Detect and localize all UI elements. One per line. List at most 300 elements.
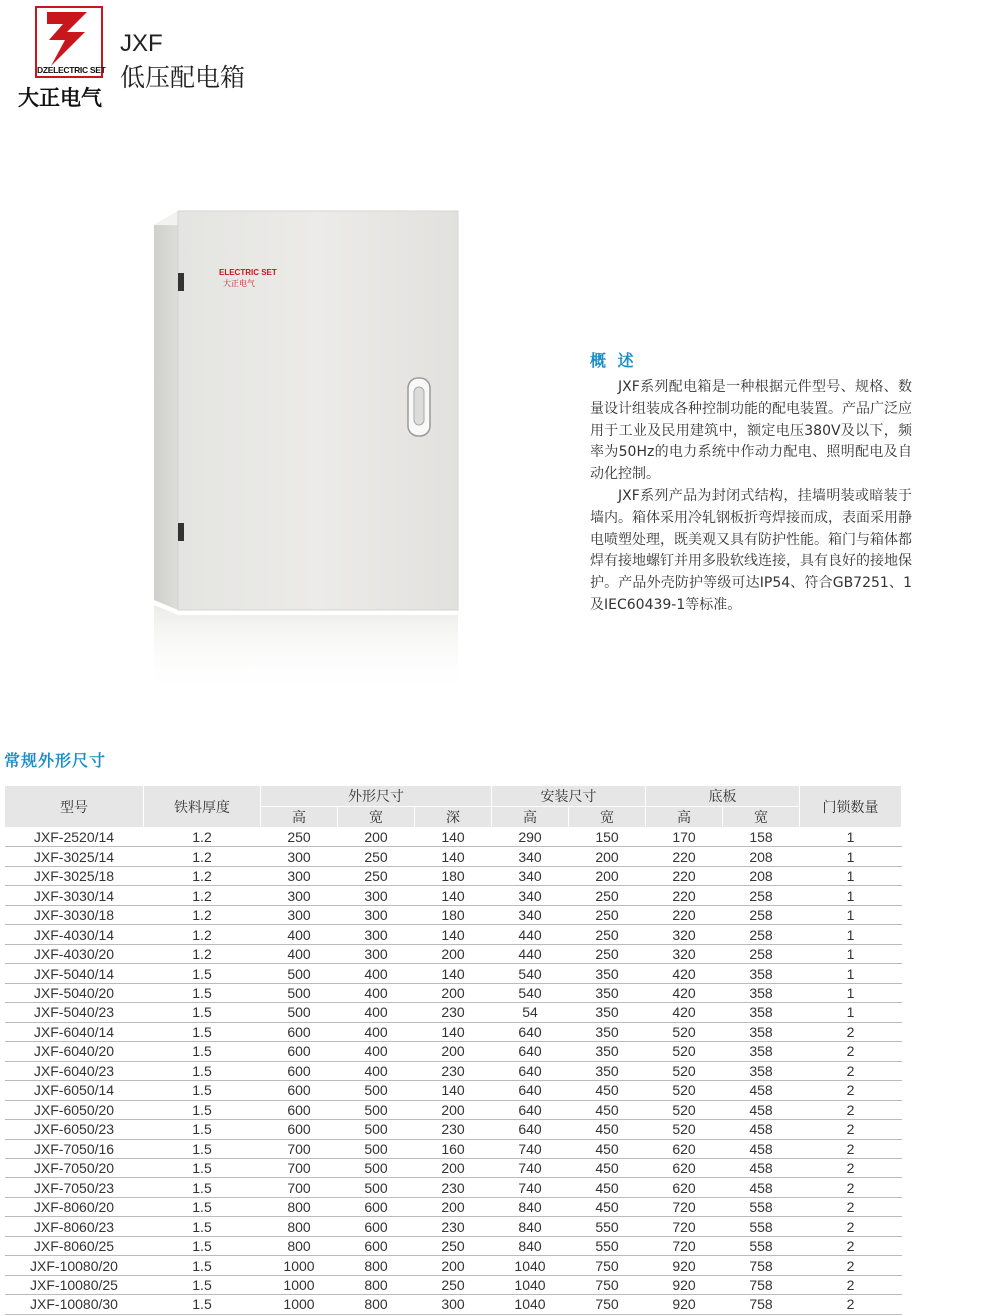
cell-mount-height: 640: [492, 1100, 569, 1119]
cell-lock-count: 2: [800, 1158, 902, 1177]
cell-thickness: 1.5: [144, 1197, 261, 1216]
cell-lock-count: 2: [800, 1022, 902, 1041]
cell-mount-height: 640: [492, 1022, 569, 1041]
cell-outer-depth: 200: [415, 1158, 492, 1177]
cell-lock-count: 1: [800, 964, 902, 983]
cell-outer-depth: 200: [415, 1100, 492, 1119]
cell-thickness: 1.2: [144, 886, 261, 905]
cell-mount-height: 640: [492, 1120, 569, 1139]
cell-model: JXF-6050/23: [5, 1120, 144, 1139]
cell-outer-width: 400: [338, 1042, 415, 1061]
cell-outer-height: 500: [261, 1003, 338, 1022]
cell-outer-width: 600: [338, 1217, 415, 1236]
cell-outer-width: 400: [338, 1022, 415, 1041]
header-model: 型号: [5, 786, 144, 828]
cell-outer-depth: 230: [415, 1217, 492, 1236]
cell-base-width: 558: [723, 1217, 800, 1236]
cell-lock-count: 2: [800, 1139, 902, 1158]
cell-model: JXF-7050/16: [5, 1139, 144, 1158]
cell-mount-height: 540: [492, 964, 569, 983]
cell-mount-width: 750: [569, 1256, 646, 1275]
cell-base-width: 158: [723, 828, 800, 847]
cell-lock-count: 1: [800, 847, 902, 866]
overview-paragraph: JXF系列产品为封闭式结构，挂墙明装或暗装于墙内。箱体采用冷轧钢板折弯焊接而成，表面采用静电喷塑处理，既美观又具有防护性能。箱门与箱体都焊有接地螺钉并用多股软线连接，具有良好的接地保护。产品外壳防护等级可达IP54、符合GB7251、1及IEC60439-1等标准。: [590, 487, 912, 613]
table-row: [5, 905, 902, 924]
cell-outer-height: 800: [261, 1217, 338, 1236]
cell-base-height: 420: [646, 1003, 723, 1022]
cell-outer-width: 600: [338, 1197, 415, 1216]
cell-mount-height: 1040: [492, 1256, 569, 1275]
table-row: [5, 1236, 902, 1255]
cell-model: JXF-5040/14: [5, 964, 144, 983]
cell-outer-depth: 180: [415, 866, 492, 885]
cell-outer-width: 200: [338, 828, 415, 847]
table-row: [5, 944, 902, 963]
cell-model: JXF-10080/25: [5, 1275, 144, 1294]
cell-outer-width: 500: [338, 1158, 415, 1177]
table-row: [5, 1295, 902, 1314]
cell-mount-height: 740: [492, 1178, 569, 1197]
cell-base-width: 458: [723, 1139, 800, 1158]
cell-mount-height: 640: [492, 1081, 569, 1100]
cell-outer-height: 600: [261, 1022, 338, 1041]
cell-outer-width: 800: [338, 1256, 415, 1275]
header-mount-size: 安装尺寸: [492, 786, 646, 807]
cell-base-width: 258: [723, 905, 800, 924]
cell-base-height: 320: [646, 944, 723, 963]
dimensions-heading: 常规外形尺寸: [4, 751, 107, 770]
cell-thickness: 1.5: [144, 1256, 261, 1275]
header-outer-depth: 深: [415, 807, 492, 828]
cell-outer-depth: 140: [415, 964, 492, 983]
cell-lock-count: 1: [800, 866, 902, 885]
brand-logo: [35, 6, 106, 78]
cell-outer-depth: 200: [415, 1256, 492, 1275]
cell-mount-width: 450: [569, 1178, 646, 1197]
header-mount-height: 高: [492, 807, 569, 828]
table-row: [5, 983, 902, 1002]
cell-outer-depth: 140: [415, 847, 492, 866]
header-outer-height: 高: [261, 807, 338, 828]
cell-outer-depth: 230: [415, 1178, 492, 1197]
cell-base-height: 170: [646, 828, 723, 847]
product-label-en: ELECTRIC SET: [219, 268, 277, 277]
overview-heading: 概 述: [590, 351, 637, 370]
cell-mount-width: 350: [569, 964, 646, 983]
cell-mount-height: 1040: [492, 1275, 569, 1294]
cell-base-height: 320: [646, 925, 723, 944]
cell-outer-width: 800: [338, 1295, 415, 1314]
cell-model: JXF-8060/25: [5, 1236, 144, 1255]
cell-outer-depth: 230: [415, 1061, 492, 1080]
table-row: [5, 1100, 902, 1119]
cell-base-height: 420: [646, 983, 723, 1002]
cell-base-height: 620: [646, 1178, 723, 1197]
cell-outer-depth: 200: [415, 944, 492, 963]
cell-outer-width: 400: [338, 983, 415, 1002]
cell-lock-count: 1: [800, 925, 902, 944]
cell-base-width: 558: [723, 1236, 800, 1255]
table-row: [5, 847, 902, 866]
cell-lock-count: 1: [800, 944, 902, 963]
cell-mount-height: 440: [492, 944, 569, 963]
cell-base-width: 358: [723, 1042, 800, 1061]
cell-mount-height: 340: [492, 905, 569, 924]
cell-model: JXF-6040/20: [5, 1042, 144, 1061]
dimensions-table: [4, 785, 902, 1315]
cell-base-height: 420: [646, 964, 723, 983]
cell-mount-width: 250: [569, 886, 646, 905]
logo-brand-cn: 大正电气: [18, 86, 102, 110]
cell-mount-height: 740: [492, 1158, 569, 1177]
cell-lock-count: 2: [800, 1061, 902, 1080]
cell-lock-count: 2: [800, 1178, 902, 1197]
cell-mount-width: 450: [569, 1139, 646, 1158]
cell-outer-depth: 230: [415, 1120, 492, 1139]
cell-base-height: 720: [646, 1197, 723, 1216]
cell-outer-depth: 140: [415, 1022, 492, 1041]
cell-base-width: 458: [723, 1158, 800, 1177]
cell-thickness: 1.5: [144, 1100, 261, 1119]
cell-outer-width: 400: [338, 1061, 415, 1080]
cell-model: JXF-5040/20: [5, 983, 144, 1002]
cell-outer-height: 700: [261, 1158, 338, 1177]
cell-thickness: 1.5: [144, 1081, 261, 1100]
cell-lock-count: 2: [800, 1217, 902, 1236]
table-row: [5, 1197, 902, 1216]
cell-thickness: 1.5: [144, 1217, 261, 1236]
cell-lock-count: 2: [800, 1120, 902, 1139]
cell-model: JXF-3025/18: [5, 866, 144, 885]
cell-lock-count: 2: [800, 1256, 902, 1275]
cell-thickness: 1.5: [144, 1003, 261, 1022]
cell-outer-width: 300: [338, 925, 415, 944]
table-row: [5, 1003, 902, 1022]
cell-outer-height: 300: [261, 905, 338, 924]
cell-mount-width: 350: [569, 983, 646, 1002]
cell-thickness: 1.2: [144, 925, 261, 944]
cell-outer-depth: 250: [415, 1275, 492, 1294]
header-outer-width: 宽: [338, 807, 415, 828]
cell-base-width: 758: [723, 1256, 800, 1275]
cell-mount-width: 450: [569, 1100, 646, 1119]
cell-outer-depth: 140: [415, 828, 492, 847]
product-name-title: 低压配电箱: [120, 63, 246, 92]
table-row: [5, 1178, 902, 1197]
cell-outer-height: 800: [261, 1197, 338, 1216]
cell-outer-depth: 200: [415, 1197, 492, 1216]
cell-model: JXF-10080/30: [5, 1295, 144, 1314]
cell-thickness: 1.5: [144, 983, 261, 1002]
cell-base-width: 358: [723, 1022, 800, 1041]
cell-thickness: 1.5: [144, 1236, 261, 1255]
cell-outer-depth: 200: [415, 983, 492, 1002]
cell-outer-height: 600: [261, 1100, 338, 1119]
cell-outer-height: 400: [261, 925, 338, 944]
overview-paragraph: JXF系列配电箱是一种根据元件型号、规格、数量设计组装成各种控制功能的配电装置。产品广泛应用于工业及民用建筑中，额定电压380V及以下，频率为50Hz的电力系统中作动力配电、照明配电及自动化控制。: [590, 379, 912, 483]
header-base-plate: 底板: [646, 786, 800, 807]
cell-outer-width: 500: [338, 1139, 415, 1158]
table-row: [5, 828, 902, 847]
cell-base-height: 620: [646, 1139, 723, 1158]
cell-base-height: 520: [646, 1022, 723, 1041]
cell-mount-height: 640: [492, 1061, 569, 1080]
cell-base-height: 620: [646, 1158, 723, 1177]
cell-base-height: 720: [646, 1217, 723, 1236]
cell-mount-height: 290: [492, 828, 569, 847]
cell-outer-height: 500: [261, 964, 338, 983]
table-row: [5, 1217, 902, 1236]
cell-thickness: 1.5: [144, 1139, 261, 1158]
cell-mount-height: 840: [492, 1236, 569, 1255]
cell-mount-width: 450: [569, 1197, 646, 1216]
cell-thickness: 1.2: [144, 828, 261, 847]
table-row: [5, 1275, 902, 1294]
cell-outer-width: 250: [338, 847, 415, 866]
cell-base-width: 458: [723, 1178, 800, 1197]
product-image: [140, 195, 500, 695]
cell-outer-height: 600: [261, 1042, 338, 1061]
cell-outer-width: 500: [338, 1081, 415, 1100]
cell-outer-depth: 140: [415, 1081, 492, 1100]
table-row: [5, 964, 902, 983]
cell-model: JXF-3030/14: [5, 886, 144, 905]
table-row: [5, 1256, 902, 1275]
cell-model: JXF-6050/20: [5, 1100, 144, 1119]
cell-base-height: 520: [646, 1081, 723, 1100]
cell-mount-width: 350: [569, 1003, 646, 1022]
cell-mount-height: 1040: [492, 1295, 569, 1314]
cell-outer-depth: 300: [415, 1295, 492, 1314]
overview-text: [590, 377, 912, 617]
cell-outer-width: 600: [338, 1236, 415, 1255]
cell-outer-height: 700: [261, 1139, 338, 1158]
cell-base-width: 358: [723, 1061, 800, 1080]
cell-lock-count: 2: [800, 1295, 902, 1314]
cell-base-width: 358: [723, 964, 800, 983]
table-row: [5, 1022, 902, 1041]
cell-mount-width: 550: [569, 1236, 646, 1255]
cell-model: JXF-7050/23: [5, 1178, 144, 1197]
cell-lock-count: 1: [800, 828, 902, 847]
cell-thickness: 1.2: [144, 944, 261, 963]
cell-base-height: 220: [646, 866, 723, 885]
cell-base-height: 920: [646, 1256, 723, 1275]
cell-outer-height: 300: [261, 886, 338, 905]
cell-mount-height: 540: [492, 983, 569, 1002]
header-mount-width: 宽: [569, 807, 646, 828]
cell-thickness: 1.2: [144, 905, 261, 924]
cell-base-height: 220: [646, 847, 723, 866]
cell-lock-count: 1: [800, 886, 902, 905]
cell-model: JXF-6040/23: [5, 1061, 144, 1080]
cell-model: JXF-3030/18: [5, 905, 144, 924]
cell-outer-depth: 180: [415, 905, 492, 924]
cell-outer-depth: 230: [415, 1003, 492, 1022]
table-row: [5, 1139, 902, 1158]
cell-outer-height: 500: [261, 983, 338, 1002]
cell-mount-height: 840: [492, 1217, 569, 1236]
cell-lock-count: 1: [800, 983, 902, 1002]
cell-mount-height: 740: [492, 1139, 569, 1158]
cell-base-width: 258: [723, 944, 800, 963]
cell-thickness: 1.5: [144, 1158, 261, 1177]
cell-thickness: 1.2: [144, 866, 261, 885]
cell-thickness: 1.5: [144, 1061, 261, 1080]
cell-mount-height: 340: [492, 847, 569, 866]
cell-outer-depth: 200: [415, 1042, 492, 1061]
cell-mount-width: 250: [569, 905, 646, 924]
cell-outer-height: 600: [261, 1081, 338, 1100]
cell-outer-height: 1000: [261, 1256, 338, 1275]
cell-mount-height: 640: [492, 1042, 569, 1061]
cell-outer-height: 300: [261, 866, 338, 885]
cell-thickness: 1.5: [144, 1120, 261, 1139]
cell-base-width: 458: [723, 1120, 800, 1139]
cell-thickness: 1.5: [144, 1022, 261, 1041]
cell-mount-width: 250: [569, 925, 646, 944]
cell-outer-height: 600: [261, 1061, 338, 1080]
cell-outer-depth: 160: [415, 1139, 492, 1158]
header-lock-count: 门锁数量: [800, 786, 902, 828]
cell-mount-width: 150: [569, 828, 646, 847]
cell-mount-height: 340: [492, 866, 569, 885]
cell-lock-count: 2: [800, 1275, 902, 1294]
table-row: [5, 925, 902, 944]
cell-base-width: 358: [723, 983, 800, 1002]
cell-base-height: 220: [646, 886, 723, 905]
cell-base-width: 758: [723, 1275, 800, 1294]
cell-mount-width: 350: [569, 1022, 646, 1041]
cell-base-height: 720: [646, 1236, 723, 1255]
cell-model: JXF-10080/20: [5, 1256, 144, 1275]
cell-model: JXF-2520/14: [5, 828, 144, 847]
cell-outer-width: 400: [338, 964, 415, 983]
cell-base-width: 458: [723, 1081, 800, 1100]
cell-outer-width: 800: [338, 1275, 415, 1294]
cell-outer-width: 300: [338, 944, 415, 963]
cell-model: JXF-8060/23: [5, 1217, 144, 1236]
cell-mount-width: 550: [569, 1217, 646, 1236]
cell-thickness: 1.2: [144, 847, 261, 866]
cell-lock-count: 2: [800, 1100, 902, 1119]
header-base-height: 高: [646, 807, 723, 828]
header-thickness: 铁料厚度: [144, 786, 261, 828]
logo-brand-latin: DZELECTRIC SET: [37, 65, 106, 75]
cell-base-width: 258: [723, 925, 800, 944]
cell-mount-width: 250: [569, 944, 646, 963]
cell-model: JXF-6050/14: [5, 1081, 144, 1100]
cell-thickness: 1.5: [144, 1178, 261, 1197]
cell-model: JXF-5040/23: [5, 1003, 144, 1022]
cell-outer-height: 300: [261, 847, 338, 866]
table-row: [5, 866, 902, 885]
cell-outer-height: 800: [261, 1236, 338, 1255]
cell-mount-width: 350: [569, 1042, 646, 1061]
cell-outer-width: 500: [338, 1120, 415, 1139]
cell-model: JXF-8060/20: [5, 1197, 144, 1216]
cell-model: JXF-7050/20: [5, 1158, 144, 1177]
cell-mount-width: 750: [569, 1275, 646, 1294]
cell-outer-width: 500: [338, 1178, 415, 1197]
cell-outer-width: 400: [338, 1003, 415, 1022]
cell-outer-height: 600: [261, 1120, 338, 1139]
cell-mount-width: 450: [569, 1081, 646, 1100]
cell-lock-count: 2: [800, 1042, 902, 1061]
header-base-width: 宽: [723, 807, 800, 828]
cell-outer-depth: 250: [415, 1236, 492, 1255]
cell-mount-height: 340: [492, 886, 569, 905]
table-row: [5, 1158, 902, 1177]
cell-base-height: 920: [646, 1275, 723, 1294]
cell-base-width: 358: [723, 1003, 800, 1022]
table-row: [5, 1120, 902, 1139]
cell-outer-depth: 140: [415, 886, 492, 905]
cell-mount-height: 440: [492, 925, 569, 944]
cell-base-width: 208: [723, 866, 800, 885]
cell-base-height: 220: [646, 905, 723, 924]
cell-thickness: 1.5: [144, 1275, 261, 1294]
table-row: [5, 1061, 902, 1080]
cell-thickness: 1.5: [144, 1295, 261, 1314]
cell-model: JXF-4030/14: [5, 925, 144, 944]
cell-lock-count: 2: [800, 1081, 902, 1100]
cell-thickness: 1.5: [144, 964, 261, 983]
cell-lock-count: 2: [800, 1197, 902, 1216]
cell-model: JXF-3025/14: [5, 847, 144, 866]
cell-base-width: 258: [723, 886, 800, 905]
cell-model: JXF-4030/20: [5, 944, 144, 963]
cell-outer-depth: 140: [415, 925, 492, 944]
cell-model: JXF-6040/14: [5, 1022, 144, 1041]
table-row: [5, 886, 902, 905]
cell-outer-height: 400: [261, 944, 338, 963]
cell-base-height: 520: [646, 1042, 723, 1061]
cell-lock-count: 1: [800, 905, 902, 924]
cell-base-width: 208: [723, 847, 800, 866]
cell-lock-count: 2: [800, 1236, 902, 1255]
cell-base-width: 458: [723, 1100, 800, 1119]
cell-mount-width: 450: [569, 1120, 646, 1139]
table-row: [5, 1081, 902, 1100]
cell-outer-height: 700: [261, 1178, 338, 1197]
cell-mount-height: 54: [492, 1003, 569, 1022]
cell-thickness: 1.5: [144, 1042, 261, 1061]
cell-base-width: 758: [723, 1295, 800, 1314]
cell-base-height: 520: [646, 1100, 723, 1119]
cell-outer-height: 1000: [261, 1295, 338, 1314]
cell-outer-height: 1000: [261, 1275, 338, 1294]
cell-base-height: 920: [646, 1295, 723, 1314]
cell-base-height: 520: [646, 1061, 723, 1080]
cell-mount-width: 200: [569, 847, 646, 866]
header-outer-size: 外形尺寸: [261, 786, 492, 807]
cell-mount-height: 840: [492, 1197, 569, 1216]
cell-outer-width: 500: [338, 1100, 415, 1119]
cell-mount-width: 450: [569, 1158, 646, 1177]
cell-lock-count: 1: [800, 1003, 902, 1022]
product-label-cn: 大正电气: [223, 279, 255, 288]
cell-outer-width: 300: [338, 905, 415, 924]
cell-outer-height: 250: [261, 828, 338, 847]
dimensions-table-body: [5, 828, 902, 1315]
cell-mount-width: 350: [569, 1061, 646, 1080]
cell-base-height: 520: [646, 1120, 723, 1139]
cell-outer-width: 300: [338, 886, 415, 905]
cell-outer-width: 250: [338, 866, 415, 885]
table-row: [5, 1042, 902, 1061]
cell-base-width: 558: [723, 1197, 800, 1216]
